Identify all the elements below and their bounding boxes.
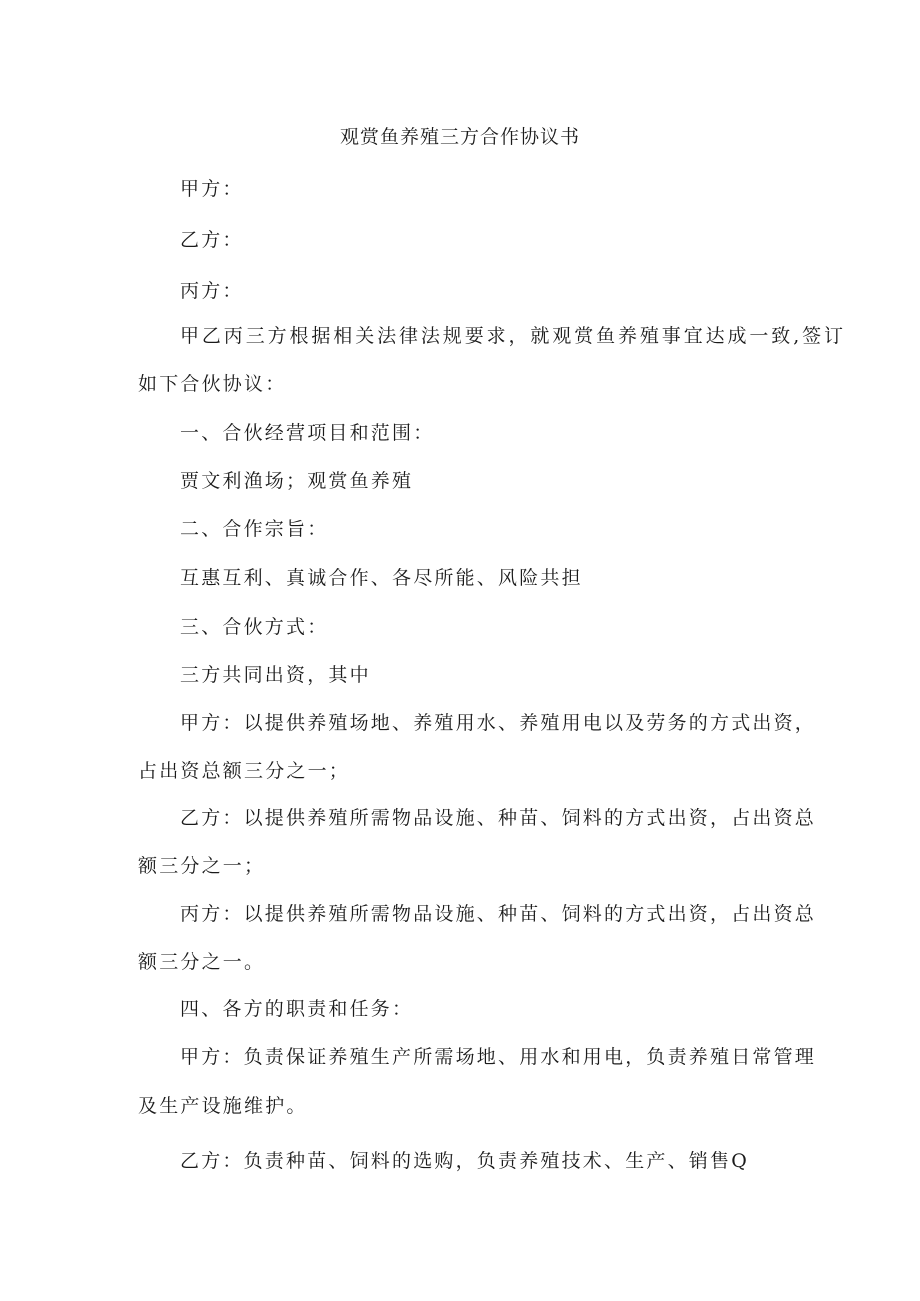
party-a-label: 甲方：	[180, 178, 244, 200]
document-title: 观赏鱼养殖三方合作协议书	[339, 126, 580, 148]
section-1-content: 贾文利渔场；观赏鱼养殖	[180, 470, 414, 492]
section-3-intro: 三方共同出资，其中	[180, 664, 371, 686]
party-a-contribution-line-1: 甲方：以提供养殖场地、养殖用水、养殖用电以及劳务的方式出资，	[180, 712, 817, 734]
party-b-contribution-line-1: 乙方：以提供养殖所需物品设施、种苗、饲料的方式出资，占出资总	[180, 807, 817, 829]
section-2-heading: 二、合作宗旨：	[180, 518, 329, 540]
party-a-contribution-line-2: 占出资总额三分之一；	[138, 760, 351, 782]
party-b-contribution-line-2: 额三分之一；	[138, 855, 266, 877]
party-c-label: 丙方：	[180, 280, 244, 302]
party-b-label: 乙方：	[180, 229, 244, 251]
party-c-contribution-line-2: 额三分之一。	[138, 951, 266, 973]
party-a-duty-line-1: 甲方：负责保证养殖生产所需场地、用水和用电，负责养殖日常管理	[180, 1046, 817, 1068]
section-4-heading: 四、各方的职责和任务：	[180, 998, 414, 1020]
section-3-heading: 三、合伙方式：	[180, 616, 329, 638]
party-b-duty-line-1: 乙方：负责种苗、饲料的选购，负责养殖技术、生产、销售Q	[180, 1150, 749, 1172]
section-2-content: 互惠互利、真诚合作、各尽所能、风险共担	[180, 567, 583, 589]
preamble-line-2: 如下合伙协议：	[138, 373, 287, 395]
section-1-heading: 一、合伙经营项目和范围：	[180, 422, 435, 444]
party-c-contribution-line-1: 丙方：以提供养殖所需物品设施、种苗、饲料的方式出资，占出资总	[180, 903, 817, 925]
party-a-duty-line-2: 及生产设施维护。	[138, 1095, 308, 1117]
preamble-line-1: 甲乙丙三方根据相关法律法规要求，就观赏鱼养殖事宜达成一致,签订	[180, 325, 846, 347]
